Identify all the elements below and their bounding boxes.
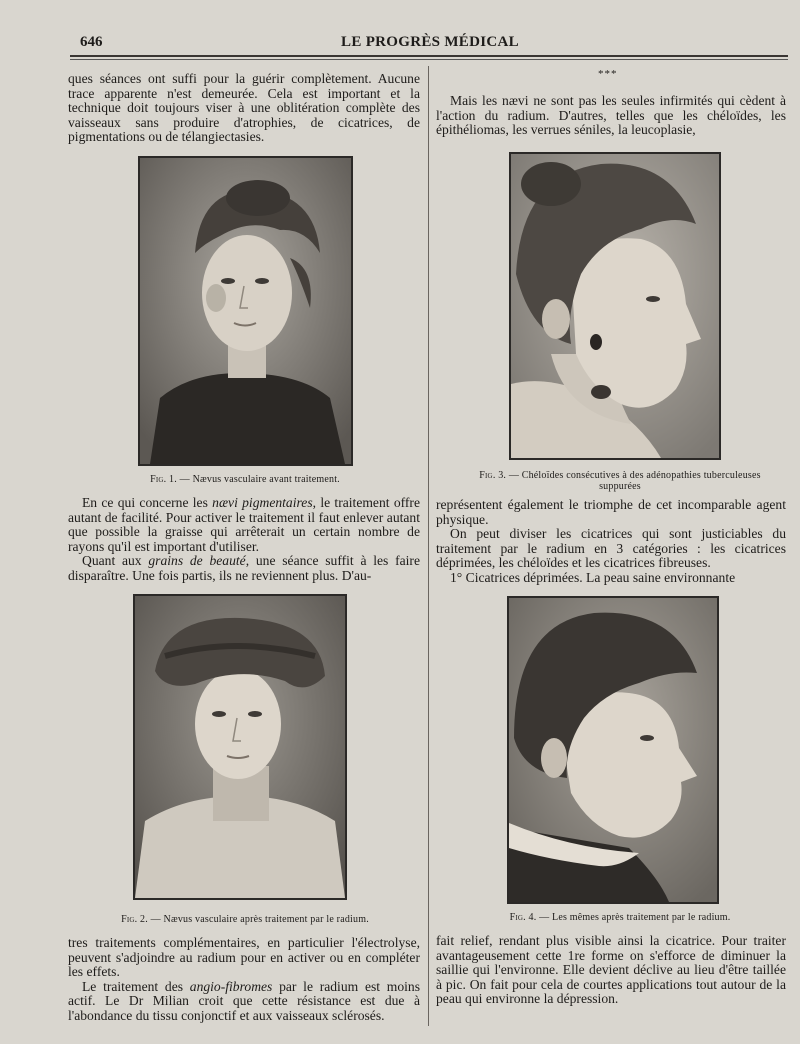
paragraph-text: tres traitements complémentaires, en particulier l'électrolyse, peuvent s'adjoindre au radium pour en activer ou en compléter les effets. xyxy=(68,935,420,980)
emphasis: angio-fibromes xyxy=(189,978,273,994)
text: , le traitement offre autant de facilité. Pour activer le traitement il faut enlever autant que possible la graisse qui arrêterait un certain nombre de rayons qu'il est important d'utiliser. xyxy=(68,495,420,554)
right-paragraph-3 xyxy=(436,934,786,1007)
figure-2-photo xyxy=(133,594,347,900)
paragraph-text: 1° Cicatrices déprimées. La peau saine environnante xyxy=(450,569,736,585)
caption-text: — Chéloïdes consécutives à des adénopathies tuberculeuses suppurées xyxy=(508,470,761,492)
column-divider xyxy=(428,66,429,1026)
paragraph-text: ques séances ont suffi pour la guérir complètement. Aucune trace apparente n'est demeurée. Cela est important et la technique doit toujours viser à une oblitération complète des vaisseaux sans produire d'atrophies, de cicatrices, de pigmentations ou de télangiectasies. xyxy=(68,71,420,145)
right-paragraph-1 xyxy=(436,94,786,138)
caption-text: — Nævus vasculaire après traitement par le radium. xyxy=(150,914,369,925)
figure-number: Fig. 4. xyxy=(509,912,537,923)
caption-text: — Les mêmes après traitement par le radium. xyxy=(539,912,731,923)
portrait-profile-woman-photo xyxy=(511,154,719,458)
figure-number: Fig. 3. xyxy=(479,470,507,481)
right-paragraph-2 xyxy=(436,498,786,586)
page-number: 646 xyxy=(80,34,103,50)
portrait-profile-woman-after-photo xyxy=(509,598,717,902)
text: , une séance suffit à les faire disparaître. Une fois partis, ils ne reviennent plus. D'au- xyxy=(68,553,420,583)
caption-text: — Nævus vasculaire avant traitement. xyxy=(179,474,340,485)
portrait-front-woman-photo xyxy=(140,158,351,464)
asterism: *** xyxy=(598,68,618,80)
header-rule xyxy=(70,55,788,57)
portrait-front-woman-after-photo xyxy=(135,596,345,898)
figure-3-photo xyxy=(509,152,721,460)
figure-number: Fig. 1. xyxy=(150,474,177,485)
emphasis: nævi pigmentaires xyxy=(212,495,313,510)
left-paragraph-1 xyxy=(68,72,420,145)
figure-number: Fig. 2. xyxy=(121,914,148,925)
figure-1-caption xyxy=(110,474,380,485)
emphasis: grains de beauté xyxy=(148,553,246,569)
header-rule-thin xyxy=(70,59,788,60)
figure-3-caption xyxy=(470,470,770,492)
text: En ce qui concerne les xyxy=(82,495,213,510)
paragraph-text: Mais les nævi ne sont pas les seules infirmités qui cèdent à l'action du radium. D'autres, telles que les chéloïdes, les épithéliomas, les verrues séniles, la leucoplasie, xyxy=(436,93,786,138)
figure-4-photo xyxy=(507,596,719,904)
left-paragraph-2 xyxy=(68,496,420,584)
figure-1-photo xyxy=(138,156,353,466)
text: Quant aux xyxy=(82,553,149,569)
text: Le traitement des xyxy=(82,978,190,994)
left-paragraph-3 xyxy=(68,936,420,1024)
figure-4-caption xyxy=(470,912,770,923)
page-header xyxy=(70,32,790,54)
paragraph-text: fait relief, rendant plus visible ainsi la cicatrice. Pour traiter avantageusement cette 1re forme on s'efforce de diminuer la saillie qui l'environne. Elle devient déclive au lieu d'être taillée à pic. On fait pour cela de courtes applications tout autour de la peau qui environne la dépression. xyxy=(436,933,786,1007)
figure-2-caption xyxy=(80,914,410,925)
running-title: LE PROGRÈS MÉDICAL xyxy=(341,34,519,50)
text: par le radium est moins actif. Le Dr Milian croit que cette résistance est due à l'abondance du tissu conjonctif et aux vaisseaux sclérosés. xyxy=(68,978,421,1023)
paragraph-text: représentent également le triomphe de cet incomparable agent physique. xyxy=(436,497,786,527)
paragraph-text: On peut diviser les cicatrices qui sont justiciables du traitement par le radium en 3 catégories : les cicatrices déprimées, les chéloïdes et les cicatrices fibreuses. xyxy=(436,526,786,571)
